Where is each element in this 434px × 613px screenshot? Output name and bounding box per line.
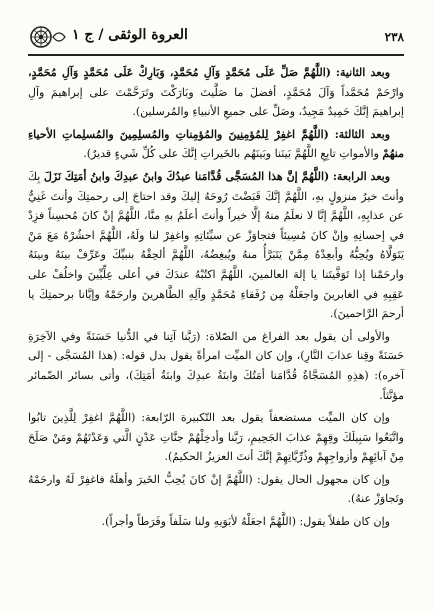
paragraph-mustadaf [28, 408, 404, 467]
supplication-text: (اللَّهُمَّ اغفِرْ لِلمُؤمِنِينَ والمُؤمِناتِ والمُسلِمِينَ والمُسلِماتِ الأحياءِ منهُمْ [28, 127, 404, 161]
paragraph-label: وبعد الرابعة: [332, 169, 391, 183]
page-number: ٢٣٨ [384, 30, 404, 44]
page-header [28, 24, 404, 56]
paragraph-label: وبعد الثالثة: [334, 127, 391, 141]
paragraph-child [28, 512, 404, 532]
paragraph-text: وإن كان طفلاً يقول: (اللَّهُمَّ اجعَلْهُ لأبَوَيهِ ولنا سَلَفاً وفَرَطاً وأجراً). [101, 515, 390, 529]
supplication-text: (اللَّهُمَّ إنَّ هذا المُسَجَّى قُدَّامَنا عبدُكَ وابنُ عبدِكَ وابنُ أمَتِكَ نَزَلَ [43, 169, 330, 183]
body-text [28, 63, 404, 532]
paragraph-text: وارْحَمْ مُحَمَّداً وَآلَ مُحَمَّدٍ، أفضلَ ما صَلَّيتَ وبَارَكْتَ وتَرَحَّمْتَ على إبراهيمَ وآلِ إبراهيمَ إنَّكَ حَمِيدٌ مَجِيدٌ، وصَلِّ على جميعِ الأنبياءِ والمُرسلين). [28, 85, 404, 119]
paragraph-unknown-state [28, 470, 404, 509]
paragraph-third-takbir [28, 125, 404, 164]
book-title: العروة الوثقى / ج ١ [72, 27, 188, 43]
paragraph-after-prayer [28, 327, 404, 405]
paragraph-second-takbir [28, 63, 404, 122]
paragraph-fourth-takbir [28, 167, 404, 324]
paragraph-label: وبعد الثانية: [335, 66, 391, 79]
paragraph-text: والأمواتِ تابِعِ اللَّهُمَّ بَينَنا وبَينَهُم بالخَيراتِ إنَّكَ على كُلِّ شَيءٍ قديرٌ). [83, 147, 379, 161]
paragraph-text: وإن كان مجهول الحال يقول: (اللَّهُمَّ إنْ كانَ يُحِبُّ الخَيرَ وأهلَهُ فاغفِرْ لَهُ وارحَمْهُ وتَجاوَزْ عنهُ). [28, 472, 404, 506]
paragraph-text: وإن كان الميِّت مستضعفاً يقول بعد التّكبيرة الرّابعة: (اللَّهُمَّ اغفِرْ لِلَّذِينَ تابُوا واتَّبَعُوا سَبِيلَكَ وقِهِمْ عذابَ الجَحِيمِ، رَبَّنا وأدخِلْهُمْ جنَّاتِ عَدْنٍ الَّتي وَعَدْتَهُمْ ومَنْ صَلَحَ مِنْ آبائِهِمْ وأزواجِهِمْ وذُرِّيَّاتِهِمْ إنَّكَ أنتَ العزيزُ الحكيمُ). [28, 411, 404, 464]
paragraph-text: بِكَ وأنتَ خيرُ منزولٍ بهِ، اللَّهُمَّ إنَّكَ قَبَضْتَ رُوحَهُ إليكَ وقد احتاجَ إلى رحمتِكَ وأنتَ غَنِيٌّ عن عذابِهِ، اللَّهُمَّ إنَّا لا نعلَمُ منهُ إلَّا خيراً وأنتَ أعلَمُ بهِ منَّا، اللَّهُمَّ إنْ كانَ مُحسِناً فزِدْ في إحسانِهِ وإنْ كانَ مُسِيئاً فتجاوَزْ عن سيِّئاتِهِ واغفِرْ لنا ولَهُ، اللَّهُمَّ احشُرْهُ مَعَ مَنْ يَتَوَلَّاهُ ويُحِبُّهُ وأبعِدْهُ مِمَّنْ يَتَبَرَّأُ منهُ ويُبغِضُهُ، اللَّهُمَّ ألحِقْهُ بنبيِّكَ وعَرِّفْ بينَهُ وبينَهُ وارحَمْنا إذا تَوَفَّيتَنا يا إلهَ العالمينَ، اللَّهُمَّ اكتُبْهُ عندَكَ في أعلى عِلِّيِّينَ واخلُفْ على عَقِبِهِ في الغابرينَ واجعَلْهُ مِن رُفَقاءِ مُحَمَّدٍ وآلِهِ الطَّاهرينَ وارحَمْهُ وإيَّانا برحمتِكَ يا أرحمَ الرَّاحمينَ). [28, 169, 404, 321]
ornament-icon [28, 24, 66, 50]
paragraph-text: والأولى أن يقول بعد الفراغ من الصّلاة: (رَبَّنا آتِنا في الدُّنيا حَسَنَةً وفي الآخِرَةِ حَسَنَةً وقِنا عذابَ النَّارِ)، وإن كان الميِّت امرأةً يقول بدل قوله: (هذا المُسَجَّى - إلى آخره): (هذِهِ المُسَجَّاةُ قُدَّامَنا أمَتُكَ وابنَةُ عبدِكَ وابنَةُ أمَتِكَ)، وأتى بسائر الضّمائر مؤنَّثاً. [28, 329, 404, 402]
supplication-text: (اللَّهُمَّ صَلِّ عَلَى مُحَمَّدٍ وَآلِ مُحَمَّدٍ، وَبَارِكْ عَلَى مُحَمَّدٍ وَآلِ مُحَمَّدٍ، [28, 66, 331, 79]
